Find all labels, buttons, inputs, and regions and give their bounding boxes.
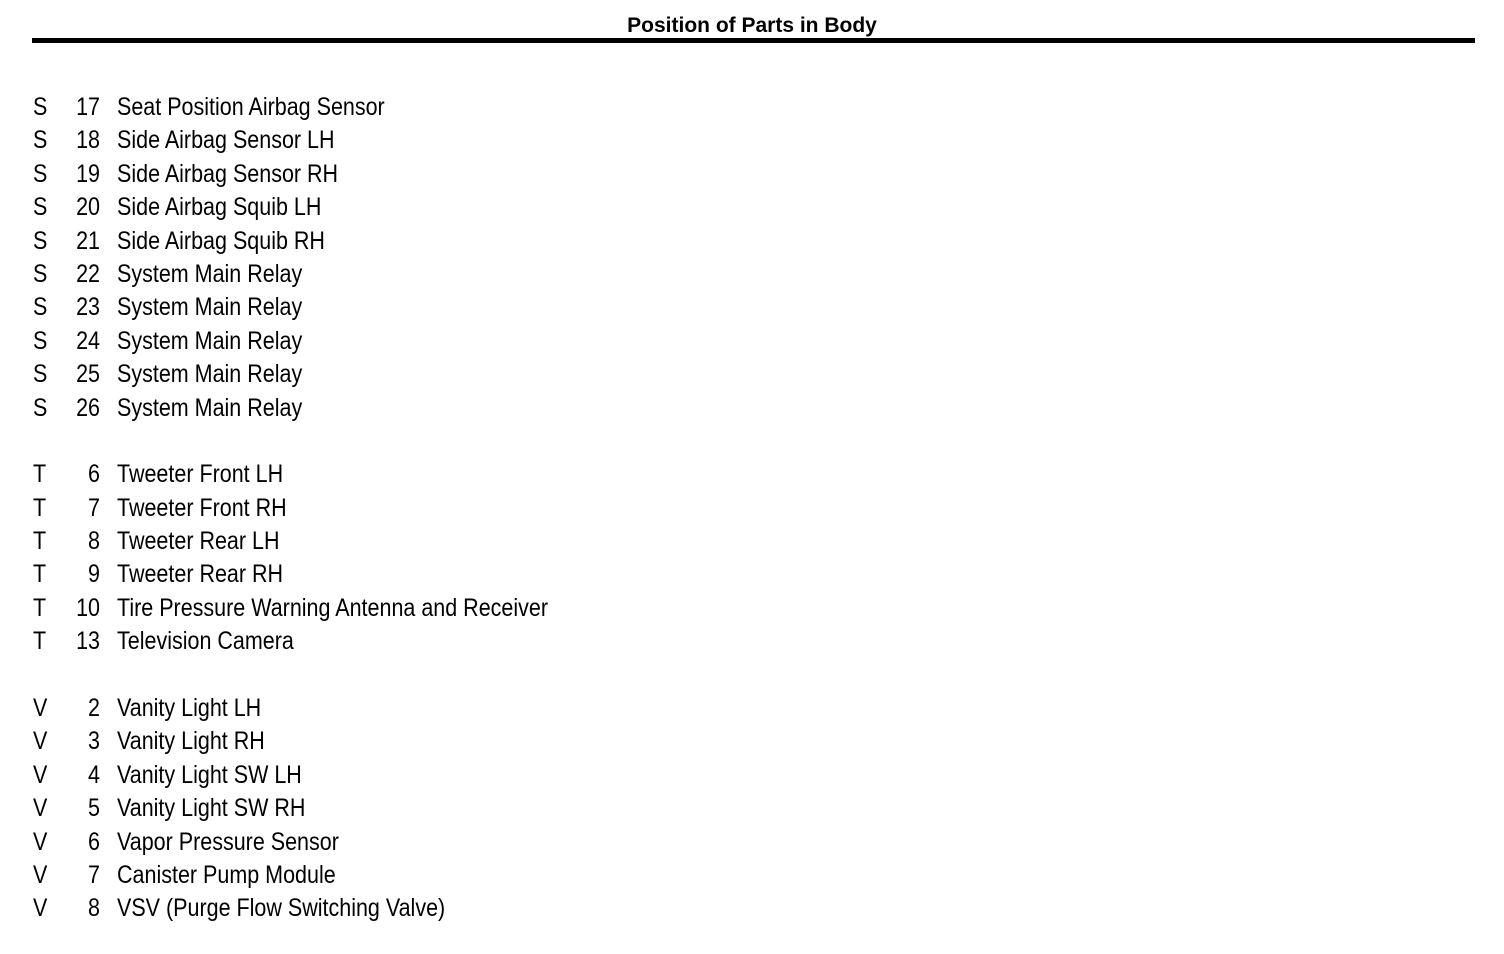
part-number: 23	[76, 293, 100, 322]
part-number: 21	[76, 226, 100, 255]
part-name: Tweeter Front LH	[117, 460, 284, 489]
part-number: 24	[76, 326, 100, 355]
part-code: S	[33, 159, 48, 188]
part-code: T	[33, 627, 47, 656]
list-item	[0, 91, 1504, 124]
part-code: S	[33, 293, 48, 322]
part-code: V	[33, 827, 48, 856]
part-name: Tweeter Front RH	[117, 493, 287, 522]
part-code: S	[33, 259, 48, 288]
list-item	[0, 792, 1504, 825]
part-code: T	[33, 593, 47, 622]
part-name: System Main Relay	[117, 360, 303, 389]
part-number: 18	[76, 126, 100, 155]
list-item	[0, 892, 1504, 925]
part-number: 17	[76, 93, 100, 121]
list-item	[0, 158, 1504, 191]
part-number: 26	[76, 393, 100, 422]
parts-list	[0, 91, 1504, 926]
list-item	[0, 725, 1504, 758]
part-code: S	[33, 393, 48, 422]
part-number: 3	[88, 727, 100, 756]
part-name: System Main Relay	[117, 293, 303, 322]
part-name: Side Airbag Sensor LH	[117, 126, 335, 155]
part-number: 19	[76, 159, 100, 188]
part-code: V	[33, 694, 48, 723]
part-code: V	[33, 894, 48, 923]
list-item	[0, 291, 1504, 324]
part-code: T	[33, 493, 47, 522]
part-number: 22	[76, 259, 100, 288]
part-number: 2	[88, 694, 100, 723]
list-item	[0, 392, 1504, 425]
part-name: System Main Relay	[117, 259, 303, 288]
part-name: VSV (Purge Flow Switching Valve)	[117, 894, 446, 923]
part-number: 7	[88, 860, 100, 889]
part-code: T	[33, 560, 47, 589]
list-item	[0, 458, 1504, 491]
part-number: 25	[76, 360, 100, 389]
part-name: Tire Pressure Warning Antenna and Receiver	[117, 593, 549, 622]
list-item	[0, 525, 1504, 558]
list-item	[0, 225, 1504, 258]
part-name: System Main Relay	[117, 326, 303, 355]
part-number: 6	[88, 827, 100, 856]
list-item	[0, 558, 1504, 591]
part-name: Seat Position Airbag Sensor	[117, 93, 385, 121]
part-code: S	[33, 126, 48, 155]
part-number: 9	[88, 560, 100, 589]
part-name: Vanity Light SW RH	[117, 794, 306, 823]
part-number: 13	[76, 627, 100, 656]
part-code: T	[33, 460, 47, 489]
page-title: Position of Parts in Body	[627, 14, 877, 37]
part-number: 5	[88, 794, 100, 823]
part-number: 20	[76, 193, 100, 222]
part-code: S	[33, 326, 48, 355]
part-number: 8	[88, 894, 100, 923]
part-number: 4	[88, 760, 100, 789]
part-code: V	[33, 860, 48, 889]
list-item	[0, 358, 1504, 391]
part-number: 7	[88, 493, 100, 522]
part-code: S	[33, 193, 48, 222]
list-item	[0, 826, 1504, 859]
list-item	[0, 258, 1504, 291]
part-code: S	[33, 93, 48, 121]
part-name: Tweeter Rear LH	[117, 527, 280, 556]
part-code: S	[33, 226, 48, 255]
part-name: Television Camera	[117, 627, 294, 656]
list-item	[0, 592, 1504, 625]
list-item	[0, 692, 1504, 725]
part-name: Canister Pump Module	[117, 860, 336, 889]
parts-group-v	[0, 692, 1504, 926]
part-code: V	[33, 760, 48, 789]
part-code: S	[33, 360, 48, 389]
part-code: V	[33, 727, 48, 756]
part-name: Vapor Pressure Sensor	[117, 827, 339, 856]
list-item	[0, 124, 1504, 157]
part-name: Vanity Light RH	[117, 727, 265, 756]
part-name: Side Airbag Sensor RH	[117, 159, 339, 188]
part-number: 8	[88, 527, 100, 556]
list-item	[0, 625, 1504, 658]
list-item	[0, 191, 1504, 224]
part-name: Tweeter Rear RH	[117, 560, 284, 589]
part-name: Side Airbag Squib LH	[117, 193, 322, 222]
list-item	[0, 492, 1504, 525]
parts-group-s	[0, 91, 1504, 425]
part-number: 6	[88, 460, 100, 489]
part-name: System Main Relay	[117, 393, 303, 422]
part-name: Vanity Light SW LH	[117, 760, 302, 789]
part-name: Side Airbag Squib RH	[117, 226, 325, 255]
title-divider	[32, 38, 1475, 43]
part-name: Vanity Light LH	[117, 694, 262, 723]
part-number: 10	[76, 593, 100, 622]
list-item	[0, 859, 1504, 892]
list-item	[0, 325, 1504, 358]
part-code: T	[33, 527, 47, 556]
part-code: V	[33, 794, 48, 823]
parts-group-t	[0, 458, 1504, 658]
list-item	[0, 759, 1504, 792]
